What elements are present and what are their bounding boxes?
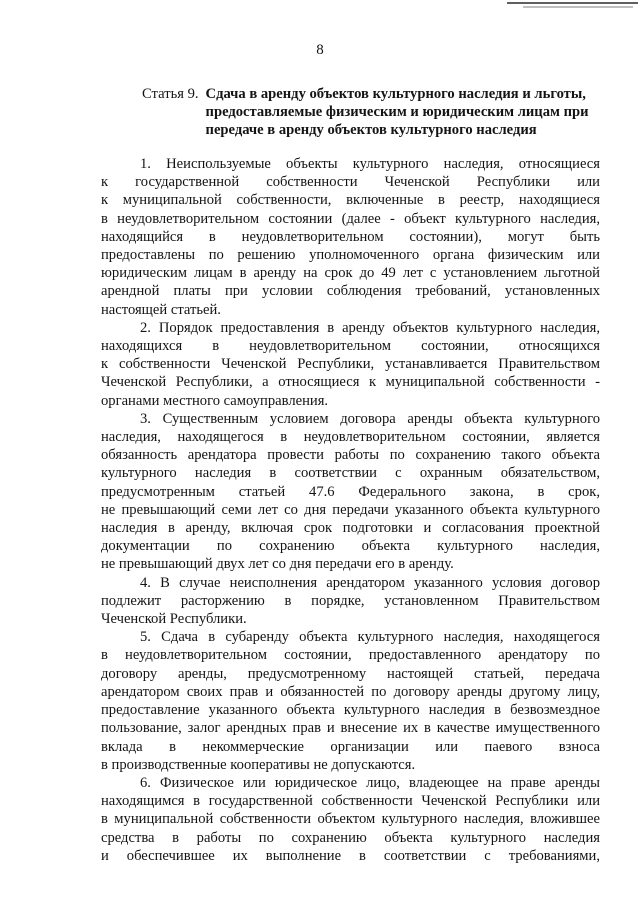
paragraph-line: 4. В случае неисполнения арендатором указанного условия договор — [140, 574, 600, 591]
article-label: Статья 9. — [142, 86, 199, 102]
paragraph-line: не превышающий семи лет со дня передачи указанного объекта культурного — [101, 501, 600, 518]
paragraph-line: подлежит расторжению в порядке, установленном Правительством — [101, 592, 600, 609]
paragraph-line: в неудовлетворительном состоянии (далее - объект культурного наследия, — [101, 210, 600, 227]
paragraph-line: предоставление указанного объекта культурного наследия в безвозмездное — [101, 702, 600, 719]
paragraph-line: к муниципальной собственности, включенные в реестр, находящиеся — [101, 192, 600, 209]
paragraph-line: в производственные кооперативы не допускаются. — [101, 756, 416, 773]
paragraph-line: Чеченской Республики. — [101, 611, 247, 628]
paragraph-line: средства в работы по сохранению объекта культурного наследия — [101, 829, 600, 846]
paragraph-line: обязанность арендатора провести работы по сохранению такого объекта — [101, 447, 600, 464]
paragraph-line: органами местного самоуправления. — [101, 392, 329, 409]
paragraph-line: находящихся в неудовлетворительном состоянии, относящихся — [101, 338, 600, 355]
paragraph-line: к государственной собственности Чеченской Республики или — [101, 174, 600, 191]
paragraph-line: культурного наследия в соответствии с охранным обязательством, — [101, 465, 600, 482]
paragraph-line: документации по сохранению объекта культурного наследия, — [101, 538, 600, 555]
paragraph — [101, 574, 600, 629]
paragraph-line: 1. Неиспользуемые объекты культурного наследия, относящиеся — [140, 156, 600, 172]
paragraph-line: в муниципальной собственности объектом культурного наследия, вложившее — [101, 811, 600, 828]
paragraph-line: находящимся в государственной собственности Чеченской Республики или — [101, 793, 600, 810]
paragraph-line: наследия, находящегося в неудовлетворительном состоянии, является — [101, 429, 600, 446]
paragraph — [101, 628, 600, 774]
paragraph-line: 5. Сдача в субаренду объекта культурного наследия, находящегося — [140, 629, 600, 646]
paragraph — [101, 410, 600, 574]
paragraph-line: не превышающий двух лет со дня передачи его в аренду. — [101, 556, 454, 573]
paragraph-line: 3. Существенным условием договора аренды объекта культурного — [140, 410, 600, 427]
paragraph-line: договору аренды, предусмотренному настоящей статьей, передача — [101, 665, 600, 682]
paragraph-line: предоставлены по решению уполномоченного органа физическим или — [101, 247, 600, 264]
paragraph-line: Чеченской Республики, а относящиеся к муниципальной собственности - — [101, 374, 600, 391]
page-number: 8 — [316, 42, 324, 58]
paragraph — [101, 155, 600, 319]
article-title: Сдача в аренду объектов культурного наследия и льготы, предоставляемые физическим и юридическим лицам при передаче в аренду объектов культурного наследия — [205, 86, 589, 138]
paragraph-line: пользование, залог арендных прав и внесение их в качестве имущественного — [101, 720, 600, 737]
paragraph-line: наследия в аренду, включая срок подготовки и согласования проектной — [101, 520, 600, 537]
paragraph-line: 2. Порядок предоставления в аренду объектов культурного наследия, — [140, 319, 600, 336]
paragraph — [101, 319, 600, 410]
article-heading — [142, 85, 602, 139]
paragraph-line: юридическим лицам в аренду на срок до 49 лет с установлением льготной — [101, 265, 600, 282]
paragraph-line: 6. Физическое или юридическое лицо, владеющее на праве аренды — [140, 774, 600, 791]
scan-edge-mark — [505, 0, 640, 12]
paragraph-line: и обеспечившее их выполнение в соответствии с требованиями, — [101, 847, 600, 864]
paragraph-line: к собственности Чеченской Республики, устанавливается Правительством — [101, 356, 600, 373]
paragraph-line: арендатором своих прав и обязанностей по договору аренды другому лицу, — [101, 683, 600, 700]
paragraph-line: находящийся в неудовлетворительном состоянии), могут быть — [101, 228, 600, 245]
article-body — [101, 155, 600, 865]
paragraph-line: арендной платы при условии соблюдения требований, установленных — [101, 283, 600, 300]
paragraph-line: предусмотренным статьей 47.6 Федерального закона, в срок, — [101, 483, 600, 500]
paragraph-line: настоящей статьей. — [101, 301, 221, 318]
paragraph — [101, 774, 600, 865]
paragraph-line: вклада в некоммерческие организации или паевого взноса — [101, 738, 600, 755]
paragraph-line: в неудовлетворительном состоянии, предоставленного арендатору по — [101, 647, 600, 664]
